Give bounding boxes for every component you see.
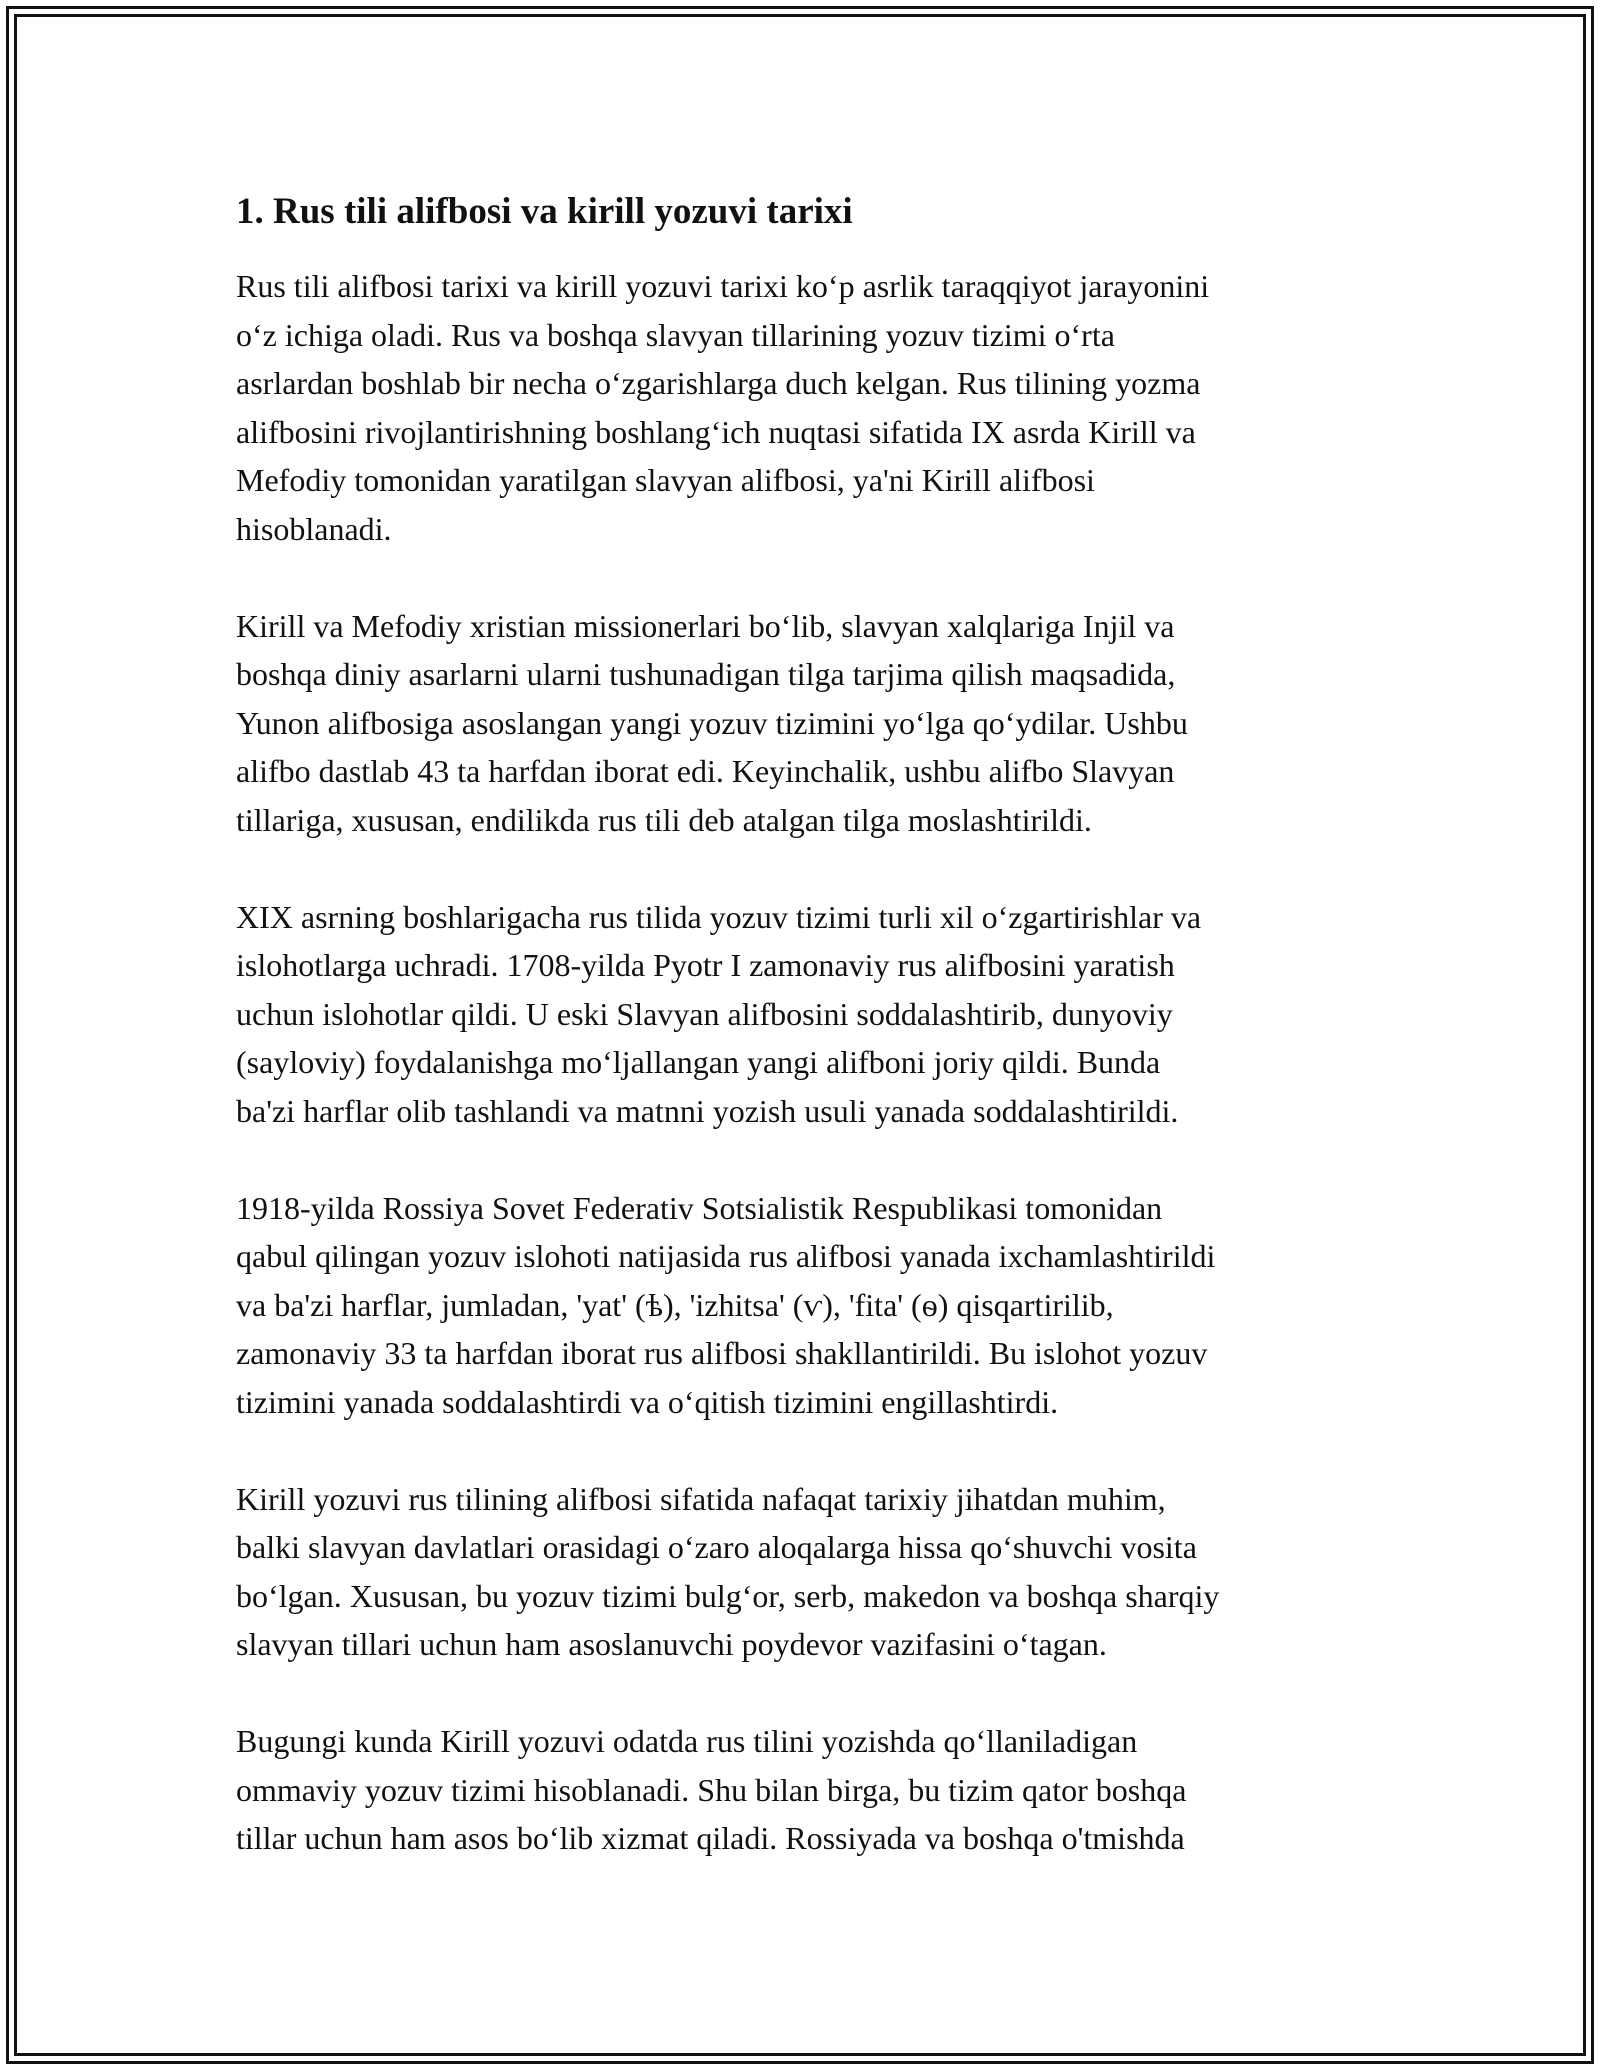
- text-line: asrlardan boshlab bir necha o‘zgarishlarga duch kelgan. Rus tilining yozma: [236, 365, 1201, 401]
- text-line: Rus tili alifbosi tarixi va kirill yozuvi tarixi ko‘p asrlik taraqqiyot jarayonini: [236, 268, 1210, 304]
- text-line: uchun islohotlar qildi. U eski Slavyan alifbosini soddalashtirib, dunyoviy: [236, 995, 1173, 1032]
- paragraph-6: [236, 1717, 1366, 1863]
- document-body: [236, 190, 1366, 1911]
- text-line: boshqa diniy asarlarni ularni tushunadigan tilga tarjima qilish maqsadida,: [236, 656, 1176, 692]
- text-line: tillariga, xususan, endilikda rus tili deb atalgan tilga moslashtirildi.: [236, 801, 1092, 838]
- text-line: balki slavyan davlatlari orasidagi o‘zaro aloqalarga hissa qo‘shuvchi vosita: [236, 1529, 1197, 1565]
- text-line: tillar uchun ham asos bo‘lib xizmat qiladi. Rossiyada va boshqa o'tmishda: [236, 1820, 1185, 1856]
- text-line: o‘z ichiga oladi. Rus va boshqa slavyan tillarining yozuv tizimi o‘rta: [236, 316, 1115, 353]
- paragraph-1: [236, 262, 1366, 553]
- text-line: alifbo dastlab 43 ta harfdan iborat edi. Keyinchalik, ushbu alifbo Slavyan: [236, 753, 1175, 789]
- section-heading: 1. Rus tili alifbosi va kirill yozuvi tarixi: [236, 191, 853, 232]
- text-line: slavyan tillari uchun ham asoslanuvchi poydevor vazifasini o‘tagan.: [236, 1626, 1107, 1662]
- text-line: Mefodiy tomonidan yaratilgan slavyan alifbosi, ya'ni Kirill alifbosi: [236, 462, 1095, 498]
- text-line: Kirill va Mefodiy xristian missionerlari bo‘lib, slavyan xalqlariga Injil va: [236, 607, 1175, 644]
- text-line: ba'zi harflar olib tashlandi va matnni yozish usuli yanada soddalashtirildi.: [236, 1092, 1179, 1129]
- paragraph-3: [236, 893, 1366, 1136]
- text-line: XIX asrning boshlarigacha rus tilida yozuv tizimi turli xil o‘zgartirishlar va: [236, 898, 1202, 935]
- text-line: Kirill yozuvi rus tilining alifbosi sifatida nafaqat tarixiy jihatdan muhim,: [236, 1480, 1166, 1517]
- text-line: qabul qilingan yozuv islohoti natijasida rus alifbosi yanada ixchamlashtirildi: [236, 1238, 1216, 1274]
- text-line: tizimini yanada soddalashtirdi va o‘qitish tizimini engillashtirdi.: [236, 1383, 1059, 1420]
- paragraph-5: [236, 1475, 1366, 1669]
- text-line: bo‘lgan. Xususan, bu yozuv tizimi bulg‘or, serb, makedon va boshqa sharqiy: [236, 1577, 1220, 1614]
- text-line: zamonaviy 33 ta harfdan iborat rus alifbosi shakllantirildi. Bu islohot yozuv: [236, 1335, 1208, 1371]
- text-line: va ba'zi harflar, jumladan, 'yat' (ѣ), 'izhitsa' (ѵ), 'fita' (ѳ) qisqartirilib,: [236, 1286, 1114, 1323]
- text-line: alifbosini rivojlantirishning boshlang‘ich nuqtasi sifatida IX asrda Kirill va: [236, 413, 1196, 450]
- paragraph-4: [236, 1184, 1366, 1427]
- text-line: islohotlarga uchradi. 1708-yilda Pyotr I zamonaviy rus alifbosini yaratish: [236, 947, 1175, 983]
- text-line: ommaviy yozuv tizimi hisoblanadi. Shu bilan birga, bu tizim qator boshqa: [236, 1771, 1187, 1808]
- text-line: (sayloviy) foydalanishga mo‘ljallangan yangi alifboni joriy qildi. Bunda: [236, 1044, 1161, 1080]
- text-line: Bugungi kunda Kirill yozuvi odatda rus tilini yozishda qo‘llaniladigan: [236, 1723, 1138, 1759]
- paragraph-2: [236, 602, 1366, 845]
- text-line: hisoblanadi.: [236, 510, 392, 547]
- text-line: 1918-yilda Rossiya Sovet Federativ Sotsialistik Respublikasi tomonidan: [236, 1189, 1163, 1226]
- text-line: Yunon alifbosiga asoslangan yangi yozuv tizimini yo‘lga qo‘ydilar. Ushbu: [236, 704, 1188, 741]
